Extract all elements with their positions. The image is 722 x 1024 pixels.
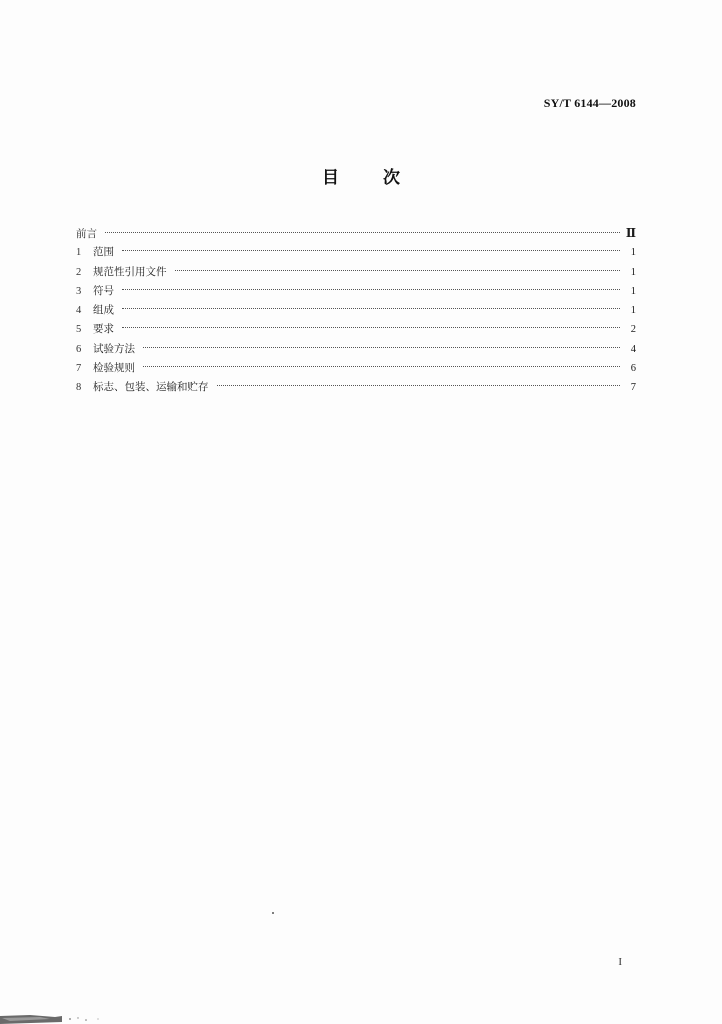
- toc-entry-number: 7: [76, 363, 82, 375]
- dot-leader: [122, 308, 620, 309]
- toc-entry-number: 4: [76, 305, 82, 317]
- dot-leader: [143, 366, 620, 367]
- standard-code: SY/T 6144—2008: [543, 96, 636, 110]
- toc-entry-number: 2: [76, 266, 82, 278]
- toc-entry-label: 范围: [93, 246, 114, 259]
- dot-leader: [143, 347, 620, 348]
- toc-entry-page: 1: [630, 305, 636, 317]
- toc-entry-page: 1: [630, 247, 636, 259]
- toc-entry-label: 标志、包装、运输和贮存: [93, 381, 209, 394]
- toc-entry-2[interactable]: [76, 263, 636, 282]
- dot-leader: [217, 385, 621, 386]
- toc-entry-page: 4: [630, 343, 636, 355]
- toc-entry-label: 前言: [76, 228, 97, 240]
- toc-entry-label: 组成: [93, 304, 114, 317]
- page-number: I: [618, 956, 622, 968]
- toc-entry-number: 3: [76, 285, 82, 297]
- dot-leader: [122, 250, 620, 251]
- toc-entry-3[interactable]: [76, 282, 636, 301]
- toc-entry-7[interactable]: [76, 359, 636, 378]
- scan-edge-noise: [0, 1010, 110, 1024]
- toc-entry-label: 要求: [93, 323, 114, 336]
- dot-leader: [122, 327, 620, 328]
- toc-title-part1: 目: [322, 168, 339, 188]
- toc-entry-4[interactable]: [76, 301, 636, 320]
- table-of-contents: [76, 224, 636, 398]
- dot-leader: [105, 232, 620, 233]
- toc-entry-1[interactable]: [76, 243, 636, 262]
- toc-entry-number: 5: [76, 324, 82, 336]
- toc-entry-number: 8: [76, 382, 82, 394]
- toc-entry-number: 1: [76, 247, 82, 259]
- toc-entry-number: 6: [76, 343, 82, 355]
- scan-speck: [272, 912, 274, 914]
- dot-leader: [175, 270, 621, 271]
- toc-entry-5[interactable]: [76, 320, 636, 339]
- toc-entry-label: 试验方法: [93, 342, 135, 355]
- toc-title: [0, 163, 722, 188]
- toc-entry-page: Ⅱ: [625, 226, 636, 240]
- toc-entry-page: 1: [630, 266, 636, 278]
- toc-entry-preface[interactable]: [76, 224, 636, 243]
- toc-entry-page: 1: [630, 285, 636, 297]
- toc-title-part2: 次: [383, 168, 400, 188]
- toc-entry-page: 2: [630, 324, 636, 336]
- toc-entry-page: 7: [630, 382, 636, 394]
- toc-entry-label: 检验规则: [93, 362, 135, 375]
- toc-entry-8[interactable]: [76, 378, 636, 397]
- toc-entry-label: 规范性引用文件: [93, 265, 167, 278]
- dot-leader: [122, 289, 620, 290]
- toc-entry-label: 符号: [93, 284, 114, 297]
- toc-entry-6[interactable]: [76, 340, 636, 359]
- toc-entry-page: 6: [630, 363, 636, 375]
